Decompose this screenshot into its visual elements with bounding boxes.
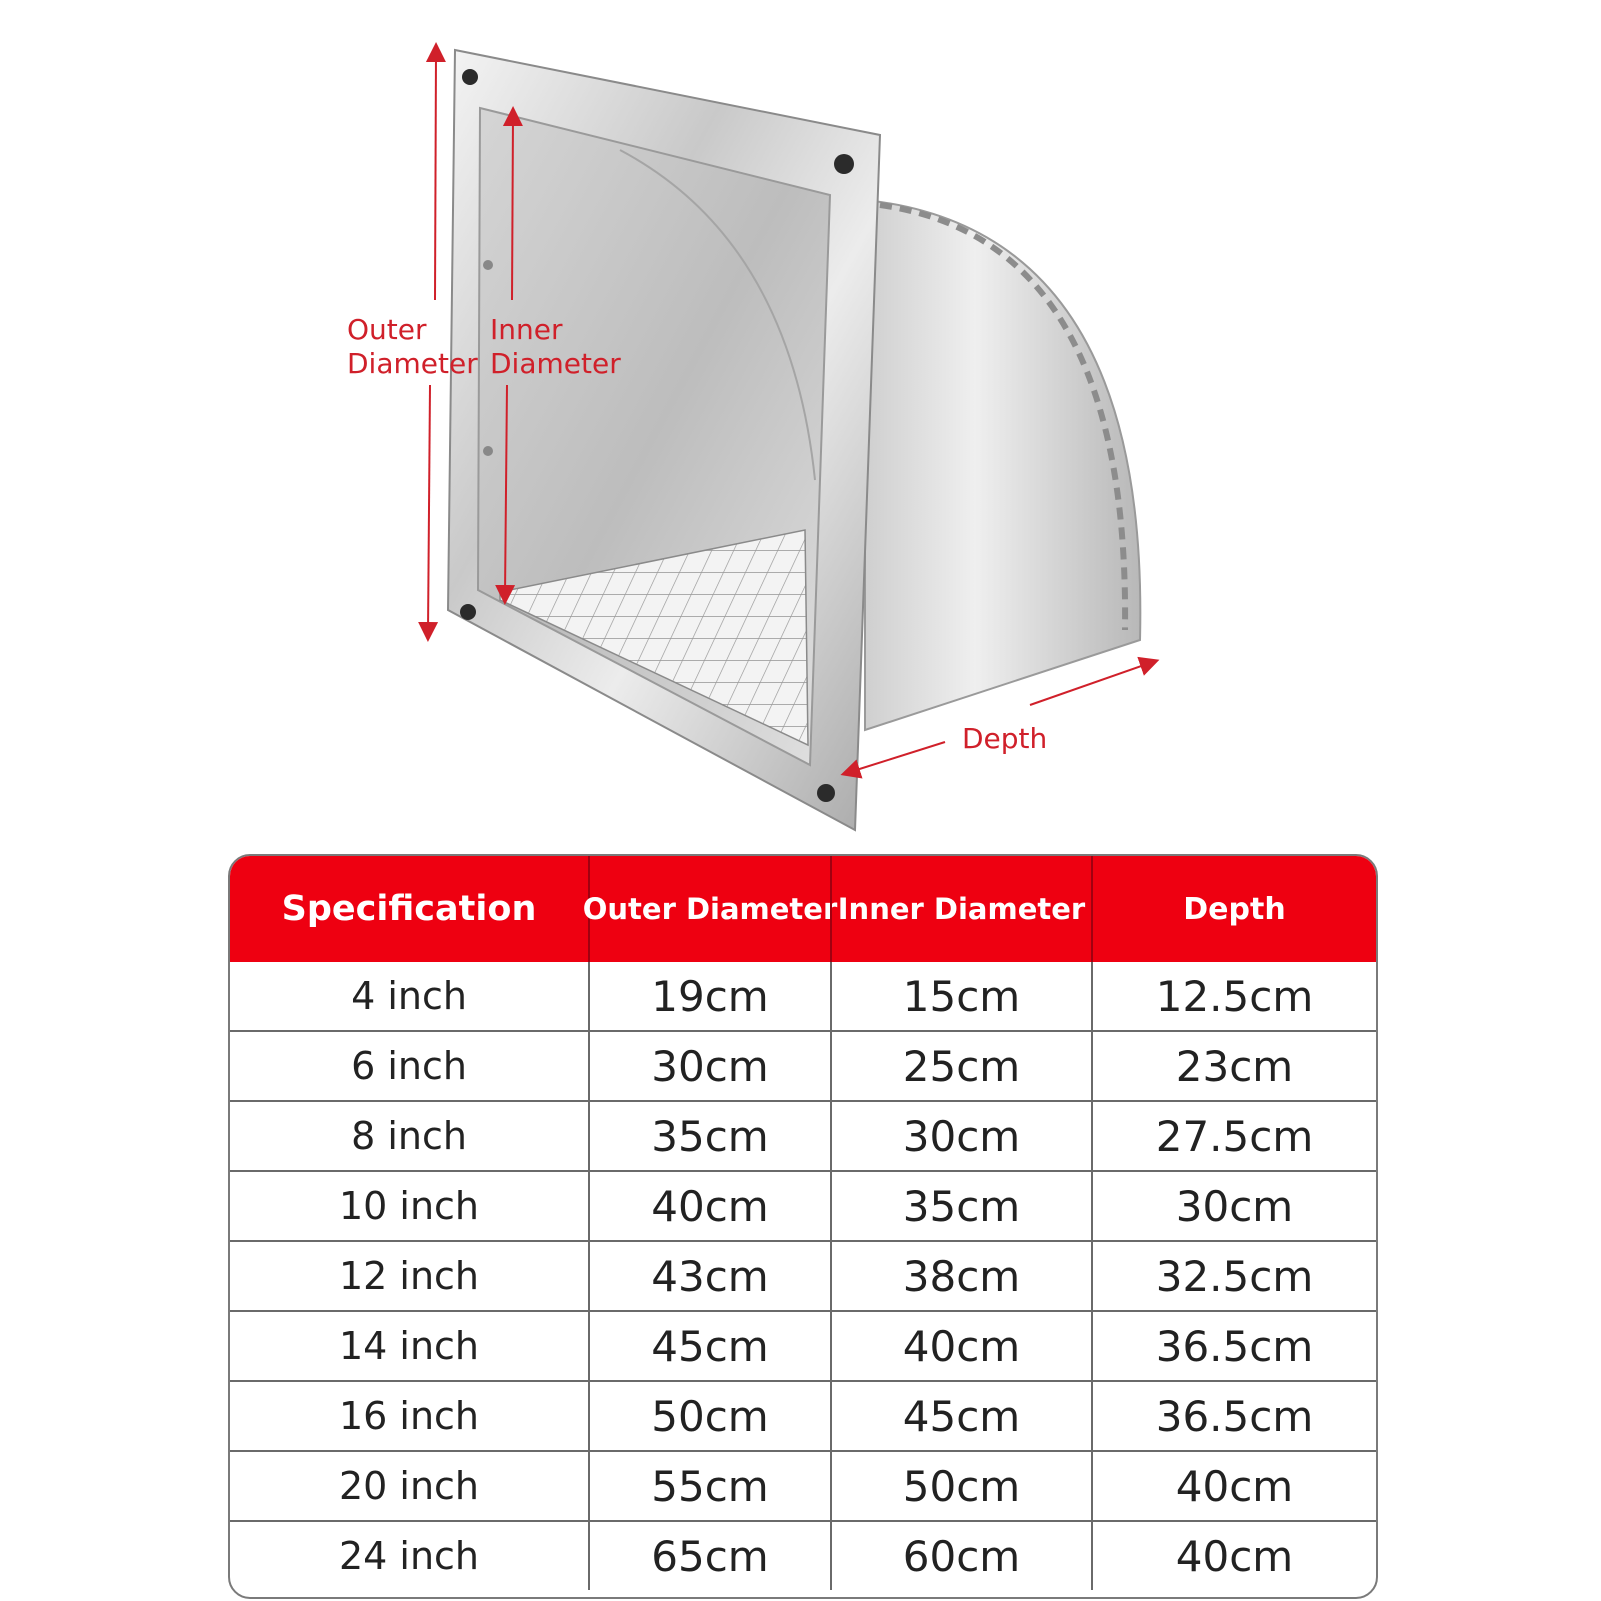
header-outer-diameter: Outer Diameter — [588, 856, 830, 962]
cell-depth: 23cm — [1091, 1032, 1376, 1100]
depth-label: Depth — [962, 722, 1048, 755]
cell-outer-diameter: 30cm — [588, 1032, 830, 1100]
table-row — [230, 1170, 1376, 1240]
cell-specification: 24 inch — [338, 1534, 480, 1578]
inner-diameter-label — [490, 313, 621, 381]
header-specification: Specification — [281, 889, 537, 929]
cell-inner-diameter: 50cm — [830, 1452, 1091, 1520]
cell-specification: 20 inch — [338, 1464, 480, 1508]
cell-depth: 12.5cm — [1091, 962, 1376, 1030]
cell-specification: 16 inch — [338, 1394, 480, 1438]
cell-depth: 27.5cm — [1091, 1102, 1376, 1170]
cell-depth: 40cm — [1091, 1452, 1376, 1520]
table-body — [230, 962, 1376, 1590]
table-row — [230, 1030, 1376, 1100]
cell-outer-diameter: 43cm — [588, 1242, 830, 1310]
outer-diameter-label-line2: Diameter — [347, 347, 478, 380]
table-header — [230, 856, 1376, 962]
table-row — [230, 1310, 1376, 1380]
cell-depth: 30cm — [1091, 1172, 1376, 1240]
cell-outer-diameter: 50cm — [588, 1382, 830, 1450]
cell-specification: 12 inch — [338, 1254, 480, 1298]
cell-inner-diameter: 38cm — [830, 1242, 1091, 1310]
outer-diameter-label-line1: Outer — [347, 313, 427, 346]
cell-depth: 36.5cm — [1091, 1312, 1376, 1380]
inner-diameter-label-line2: Diameter — [490, 347, 621, 380]
cell-depth: 36.5cm — [1091, 1382, 1376, 1450]
table-row — [230, 1520, 1376, 1590]
cell-specification: 14 inch — [338, 1324, 480, 1368]
cell-inner-diameter: 15cm — [830, 962, 1091, 1030]
cell-outer-diameter: 19cm — [588, 962, 830, 1030]
cell-specification: 10 inch — [338, 1184, 480, 1228]
cell-specification: 8 inch — [351, 1114, 467, 1158]
cell-inner-diameter: 60cm — [830, 1522, 1091, 1590]
table-row — [230, 1450, 1376, 1520]
cell-inner-diameter: 45cm — [830, 1382, 1091, 1450]
cell-outer-diameter: 55cm — [588, 1452, 830, 1520]
inner-diameter-label-line1: Inner — [490, 313, 563, 346]
header-inner-diameter: Inner Diameter — [830, 856, 1091, 962]
header-depth: Depth — [1091, 856, 1376, 962]
cell-inner-diameter: 35cm — [830, 1172, 1091, 1240]
table-row — [230, 962, 1376, 1030]
cell-outer-diameter: 40cm — [588, 1172, 830, 1240]
cell-depth: 40cm — [1091, 1522, 1376, 1590]
cell-specification: 4 inch — [351, 974, 467, 1018]
table-row — [230, 1240, 1376, 1310]
cell-outer-diameter: 65cm — [588, 1522, 830, 1590]
cell-inner-diameter: 30cm — [830, 1102, 1091, 1170]
cell-depth: 32.5cm — [1091, 1242, 1376, 1310]
specification-table — [228, 854, 1378, 1599]
cell-specification: 6 inch — [351, 1044, 467, 1088]
cell-inner-diameter: 40cm — [830, 1312, 1091, 1380]
cell-outer-diameter: 35cm — [588, 1102, 830, 1170]
cell-outer-diameter: 45cm — [588, 1312, 830, 1380]
cell-inner-diameter: 25cm — [830, 1032, 1091, 1100]
table-row — [230, 1380, 1376, 1450]
outer-diameter-label — [347, 313, 478, 381]
table-row — [230, 1100, 1376, 1170]
